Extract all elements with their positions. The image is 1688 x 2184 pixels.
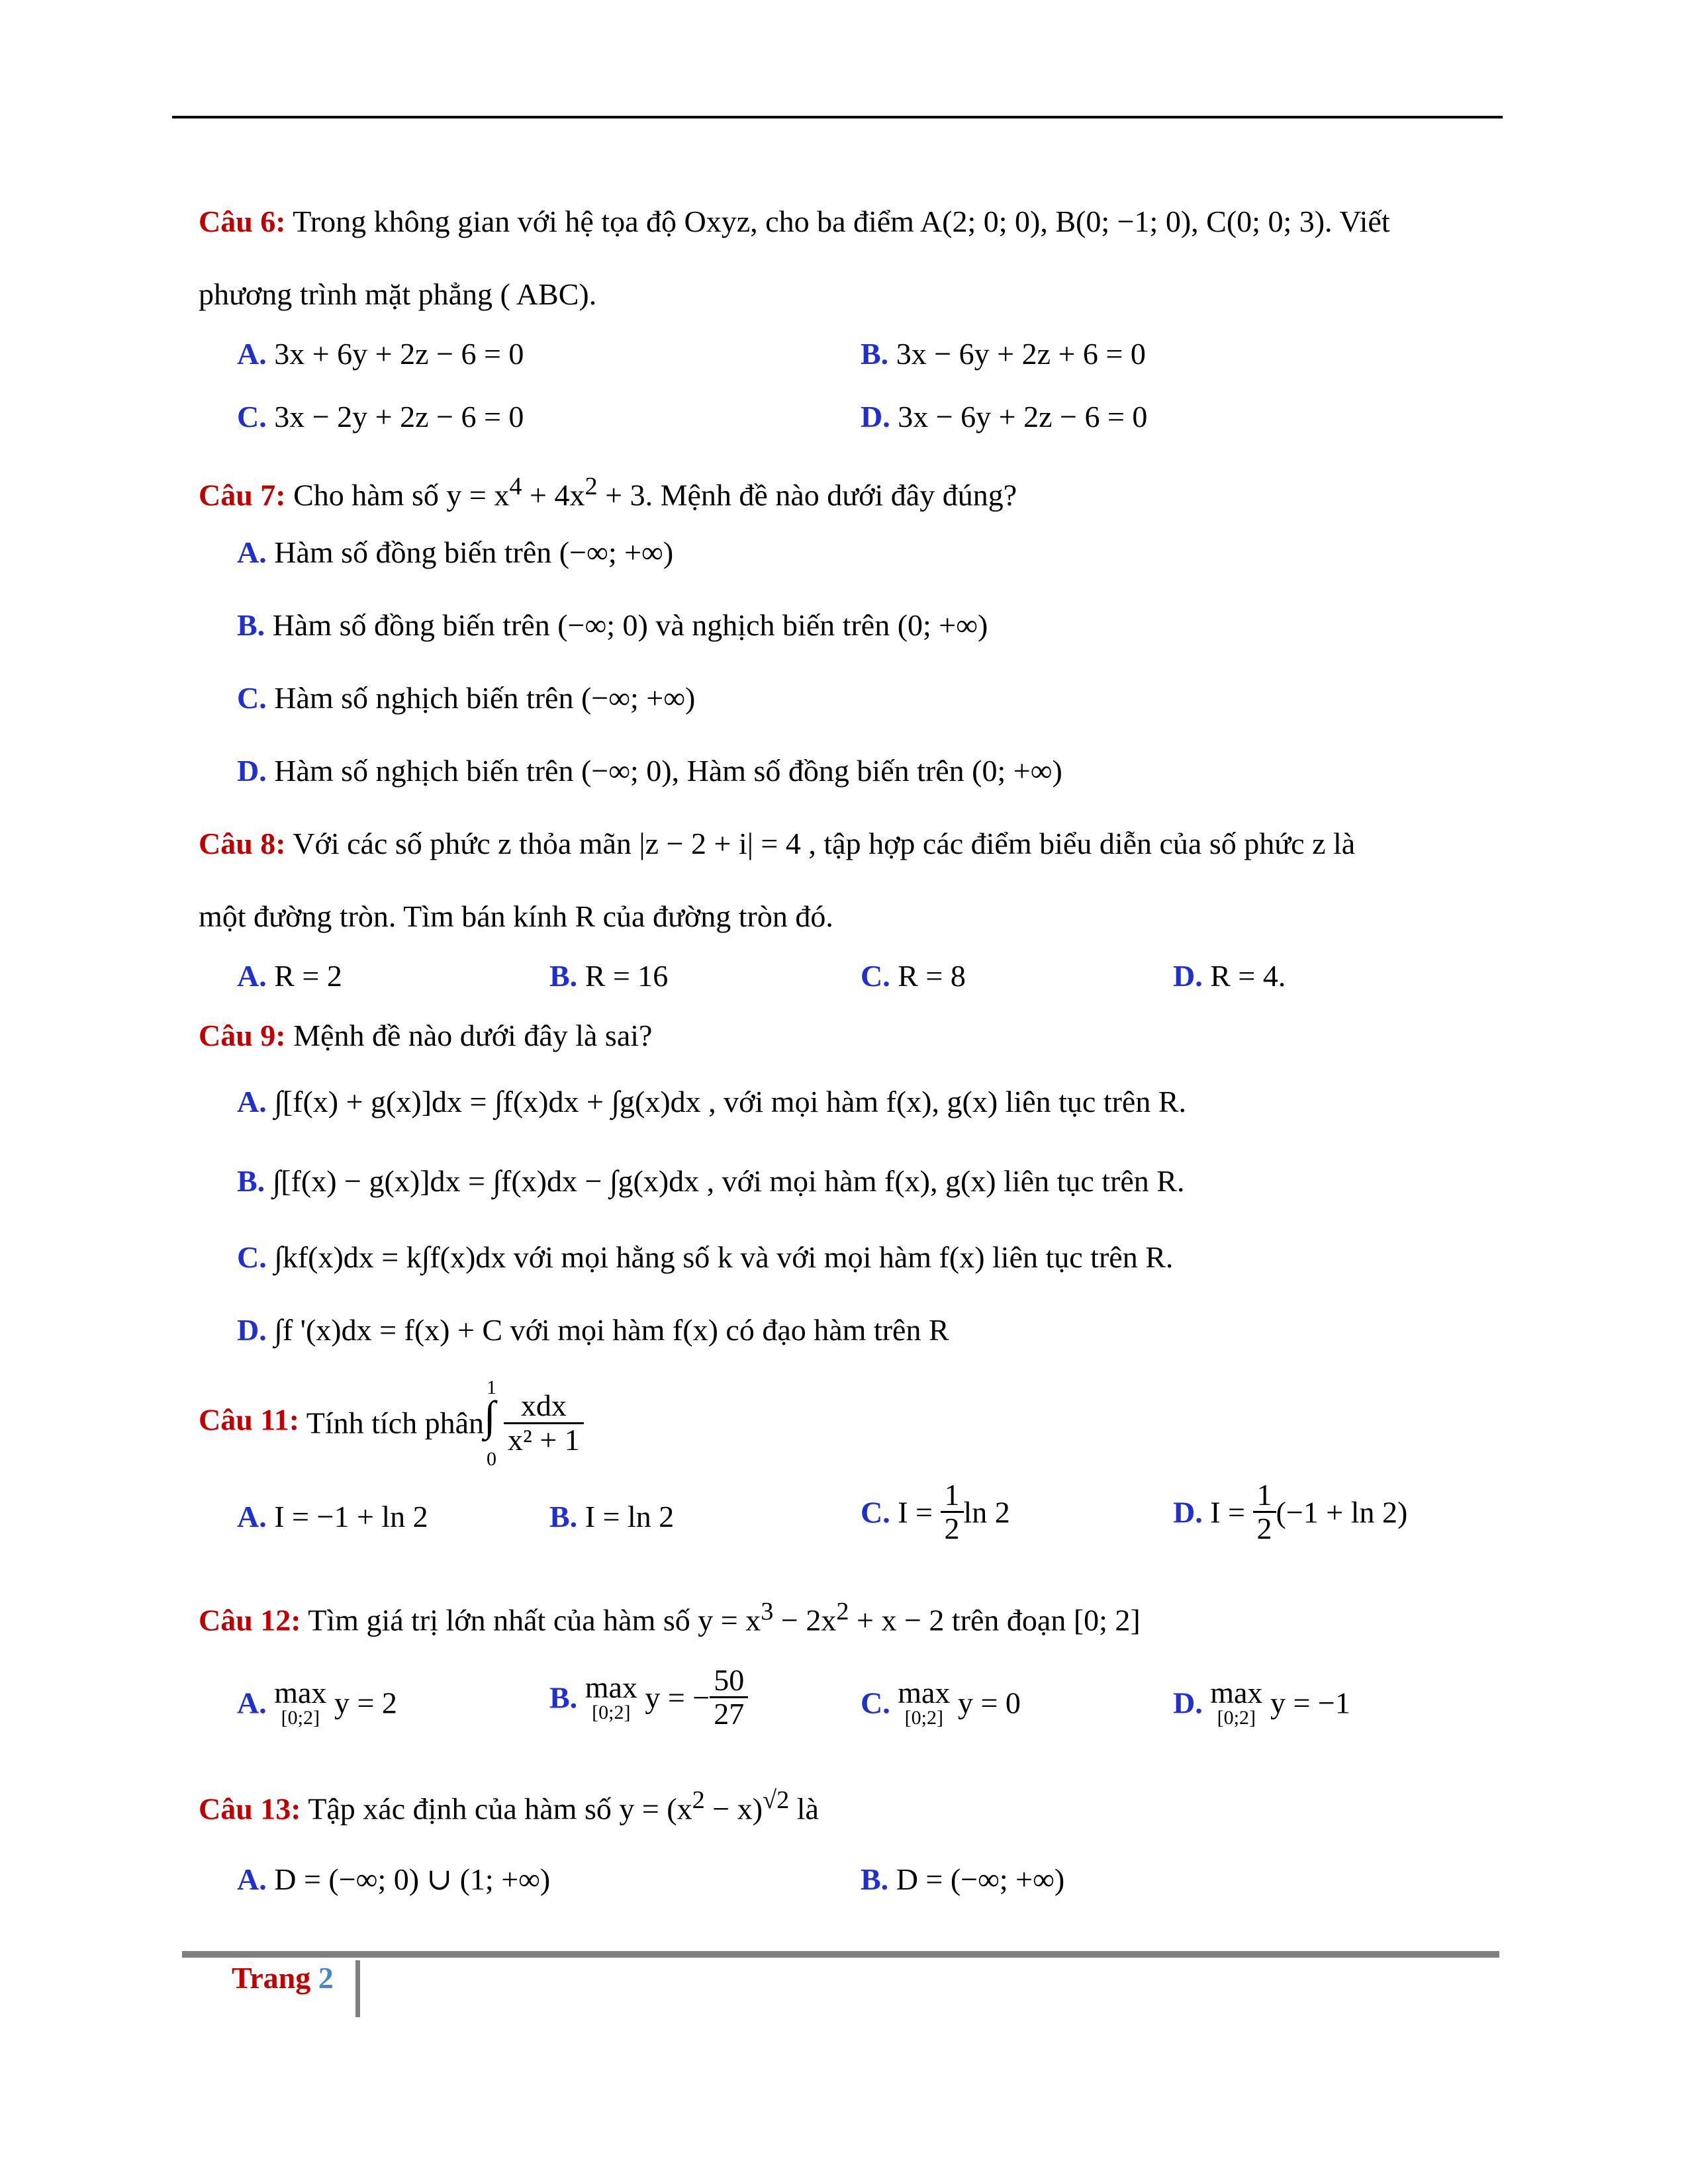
option-a: A. 3x + 6y + 2z − 6 = 0 <box>237 337 524 371</box>
option-d: D. 3x − 6y + 2z − 6 = 0 <box>861 400 1148 433</box>
option-a: A. ∫[f(x) + g(x)]dx = ∫f(x)dx + ∫g(x)dx , với mọi hàm f(x), g(x) liên tục trên R. <box>237 1085 1187 1118</box>
option-d: D. R = 4. <box>1173 959 1286 993</box>
option-d: D. I = $\frac{1}{2}$ (−1 + ln 2) <box>1173 1478 1408 1546</box>
option-b: B. ∫[f(x) − g(x)]dx = ∫f(x)dx − ∫g(x)dx , với mọi hàm f(x), g(x) liên tục trên R. <box>237 1164 1185 1198</box>
option-d: D. Hàm số nghịch biến trên (−∞; 0), Hàm số đồng biến trên (0; +∞) <box>237 754 1062 788</box>
option-b: B. D = (−∞; +∞) <box>861 1862 1065 1896</box>
question-13: Câu 13: Tập xác định của hàm số $y = (x^2 - x)^{√2}$ là <box>199 1786 819 1826</box>
option-b: B. I = ln 2 <box>549 1500 675 1533</box>
option-d: D. max [0;2] y = −1 <box>1173 1676 1350 1729</box>
question-text: Trong không gian với hệ tọa độ Oxyz, cho ba điểm A(2; 0; 0), B(0; −1; 0), C(0; 0; 3). Viết <box>285 205 1390 238</box>
question-label: Câu 7: <box>199 478 286 512</box>
fraction: $\frac{1}{2}$ <box>1253 1479 1276 1545</box>
question-label: Câu 13: <box>199 1792 301 1826</box>
question-6 <box>199 202 1390 242</box>
question-9: Câu 9: Mệnh đề nào dưới đây là sai? <box>199 1019 653 1052</box>
option-c: C. R = 8 <box>861 959 966 993</box>
option-c: C. 3x − 2y + 2z − 6 = 0 <box>237 400 524 433</box>
option-a: A. D = (−∞; 0) ∪ (1; +∞) <box>237 1862 551 1896</box>
question-label: Câu 11: <box>199 1402 300 1437</box>
question-11: Câu 11: Tính tích phân 1 ∫ 0 $\frac{\text{xdx}}{\text{x² + 1}}$ <box>199 1377 584 1469</box>
option-c: C. I = $\frac{1}{2}$ ln 2 <box>861 1478 1010 1546</box>
option-c: C. max [0;2] y = 0 <box>861 1676 1021 1729</box>
fraction: $\frac{1}{2}$ <box>941 1479 964 1545</box>
option-a: A. max [0;2] y = 2 <box>237 1676 397 1729</box>
question-6-line2 <box>199 275 596 314</box>
question-label: Câu 9: <box>199 1019 286 1052</box>
fraction: $\frac{50}{27}$ <box>710 1664 748 1731</box>
integrand-fraction: $\frac{\text{xdx}}{\text{x² + 1}}$ <box>504 1390 584 1456</box>
option-b: B. R = 16 <box>549 959 669 993</box>
option-b: B. Hàm số đồng biến trên (−∞; 0) và nghịch biến trên (0; +∞) <box>237 608 988 642</box>
question-label: Câu 12: <box>199 1603 301 1637</box>
question-label: Câu 8: <box>199 827 286 860</box>
question-text: phương trình mặt phẳng ( ABC). <box>199 277 597 311</box>
option-c: C. ∫kf(x)dx = k∫f(x)dx với mọi hằng số k và với mọi hàm f(x) liên tục trên R. <box>237 1240 1174 1274</box>
question-8: Câu 8: Với các số phức z thỏa mãn |z − 2 + i| = 4 , tập hợp các điểm biểu diễn của số phức z là <box>199 827 1356 860</box>
page-number: Trang 2 <box>232 1961 334 1995</box>
option-a: A. R = 2 <box>237 959 342 993</box>
integral-symbol: 1 ∫ 0 <box>484 1377 497 1470</box>
footer-divider <box>355 1960 360 2017</box>
option-a: A. Hàm số đồng biến trên (−∞; +∞) <box>237 535 674 569</box>
question-label: Câu 6: <box>199 205 286 238</box>
footer-rule <box>182 1951 1499 1958</box>
option-d: D. ∫f '(x)dx = f(x) + C với mọi hàm f(x) có đạo hàm trên R <box>237 1313 949 1347</box>
question-12: Câu 12: Tìm giá trị lớn nhất của hàm số $y = x^3 - 2x^2 + x - 2$ trên đoạn [0; 2] <box>199 1598 1141 1637</box>
question-8-line2: một đường tròn. Tìm bán kính R của đường tròn đó. <box>199 899 833 933</box>
question-7: Câu 7: Cho hàm số $y = x^4 + 4x^2 + 3$. Mệnh đề nào dưới đây đúng? <box>199 473 1017 512</box>
option-a: A. I = −1 + ln 2 <box>237 1500 428 1533</box>
header-rule <box>172 116 1503 118</box>
option-b: B. max [0;2] y = − $\frac{50}{27}$ <box>549 1664 748 1731</box>
option-b: B. 3x − 6y + 2z + 6 = 0 <box>861 337 1146 371</box>
option-c: C. Hàm số nghịch biến trên (−∞; +∞) <box>237 681 696 715</box>
